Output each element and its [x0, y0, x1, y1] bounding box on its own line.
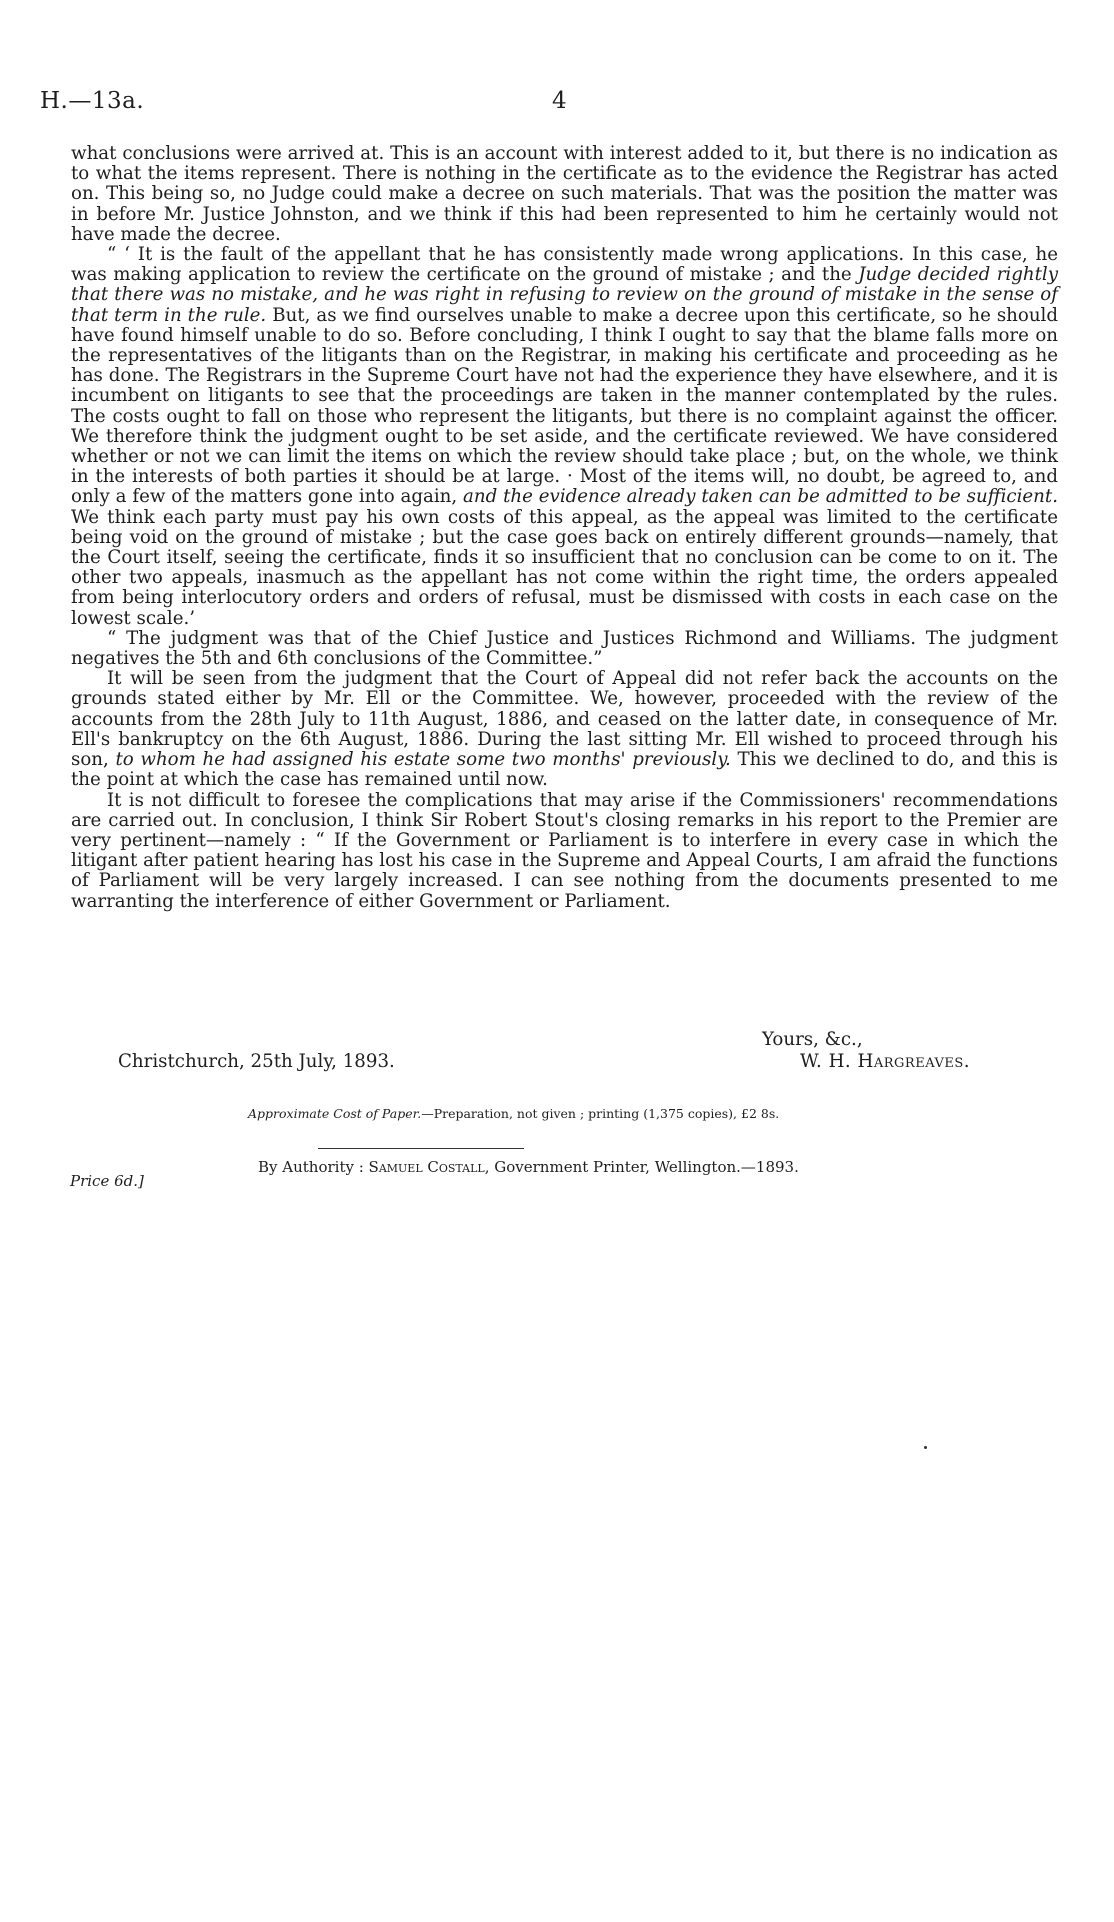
- divider-rule: [318, 1148, 524, 1149]
- paragraph-2: [71, 245, 1058, 629]
- paragraph-4-part-a: It will be seen from the judgment that the Court of Appeal did not refer back the accounts on the grounds stated either by Mr. Ell or the Committee. We, however, proceeded with the review of the accounts from the 28th July to 11th August, 1886, and ceased on the latter date, in consequence of Mr. Ell's bankruptcy on the 6th August, 1886. During the last sitting Mr. Ell wished to proceed through his son,: [71, 668, 1058, 771]
- paragraph-3: “ The judgment was that of the Chief Justice and Justices Richmond and Williams. The judgment negatives the 5th and 6th conclusions of the Committee.”: [71, 627, 1058, 670]
- signature: W. H. Hargreaves.: [800, 1051, 971, 1072]
- paragraph-5: It is not difficult to foresee the complications that may arise if the Commissioners' recommendations are carried out. In conclusion, I think Sir Robert Stout's closing remarks in his report to the Premier are very pertinent—namely : “ If the Government or Parliament is to interfere in every case in which the litigant after patient hearing has lost his case in the Supreme and Appeal Courts, I am afraid the functions of Parliament will be very largely increased. I can see nothing from the documents presented to me warranting the interference of either Government or Parliament.: [71, 789, 1058, 912]
- paragraph-4-part-c: This we declined to do, and this is the point at which the case has remained until now.: [71, 749, 1059, 791]
- paragraph-2-part-a: “ ‘ It is the fault of the appellant that he has consistently made wrong applications. In this case, he was making application to review the certificate on the ground of mistake ; and the: [71, 244, 1058, 286]
- letter-closing: [0, 1030, 1114, 1080]
- paragraph-2-part-e: We think each party must pay his own costs of this appeal, as the appeal was limited to the certificate being void on the ground of mistake ; but the case goes back on entirely different grounds—namely, that the Court itself, seeing the certificate, finds it so insufficient that no conclusion can be come to on it. The other two appeals, inasmuch as the appellant has not come within the right time, the orders appealed from being interlocutory orders and orders of refusal, must be dismissed with costs in each case on the lowest scale.’: [71, 506, 1058, 629]
- place-and-date: Christchurch, 25th July, 1893.: [118, 1051, 395, 1072]
- paragraph-4-italic: to whom he had assigned his estate some two months' previously.: [115, 749, 731, 771]
- scan-speck: [924, 1446, 927, 1449]
- page-number: 4: [552, 88, 567, 114]
- paragraph-1: what conclusions were arrived at. This is an account with interest added to it, but there is no indication as to what the items represent. There is nothing in the certificate as to the evidence the Registrar has acted on. This being so, no Judge could make a decree on such materials. That was the position the matter was in before Mr. Justice Johnston, and we think if this had been represented to him he certainly would not have made the decree.: [71, 143, 1058, 245]
- authority-prefix: By Authority :: [258, 1158, 369, 1176]
- cost-label: Approximate Cost of Paper.: [248, 1106, 422, 1121]
- document-reference: H.—13a.: [40, 88, 145, 114]
- printer-name: Samuel Costall: [368, 1158, 485, 1176]
- cost-of-paper: [248, 1106, 779, 1121]
- paragraph-2-part-c: But, as we find ourselves unable to make a decree upon this certificate, so he should have found himself unable to do so. Before concluding, I think I ought to say that the blame falls more on the representatives of the litigants than on the Registrar, in making his certificate and proceeding as he has done. The Registrars in the Supreme Court have not had the experience they have elsewhere, and it is incumbent on litigants to see that the proceedings are taken in the manner contemplated by the rules. The costs ought to fall on those who represent the litigants, but there is no complaint against the officer. We therefore think the judgment ought to be set aside, and the certificate reviewed. We have considered whether or not we can limit the items on which the review should take place ; but, on the whole, we think in the interests of both parties it should be at large. · Most of the items will, no doubt, be agreed to, and only a few of the matters gone into again,: [71, 304, 1058, 508]
- authority-suffix: , Government Printer, Wellington.—1893.: [484, 1158, 799, 1176]
- price-note: Price 6d.]: [70, 1172, 144, 1190]
- valediction: Yours, &c.,: [762, 1029, 863, 1050]
- printer-authority: [258, 1158, 799, 1176]
- paragraph-4: [71, 669, 1058, 790]
- paragraph-2-italic-b: and the evidence already taken can be admitted to be sufficient.: [463, 486, 1058, 508]
- body-text: [71, 144, 1058, 912]
- paragraph-2-italic-a: Judge decided rightly that there was no mistake, and he was right in refusing to review on the ground of mistake in the sense of that term in the rule.: [71, 264, 1058, 326]
- cost-text: —Preparation, not given ; printing (1,375 copies), £2 8s.: [421, 1106, 780, 1121]
